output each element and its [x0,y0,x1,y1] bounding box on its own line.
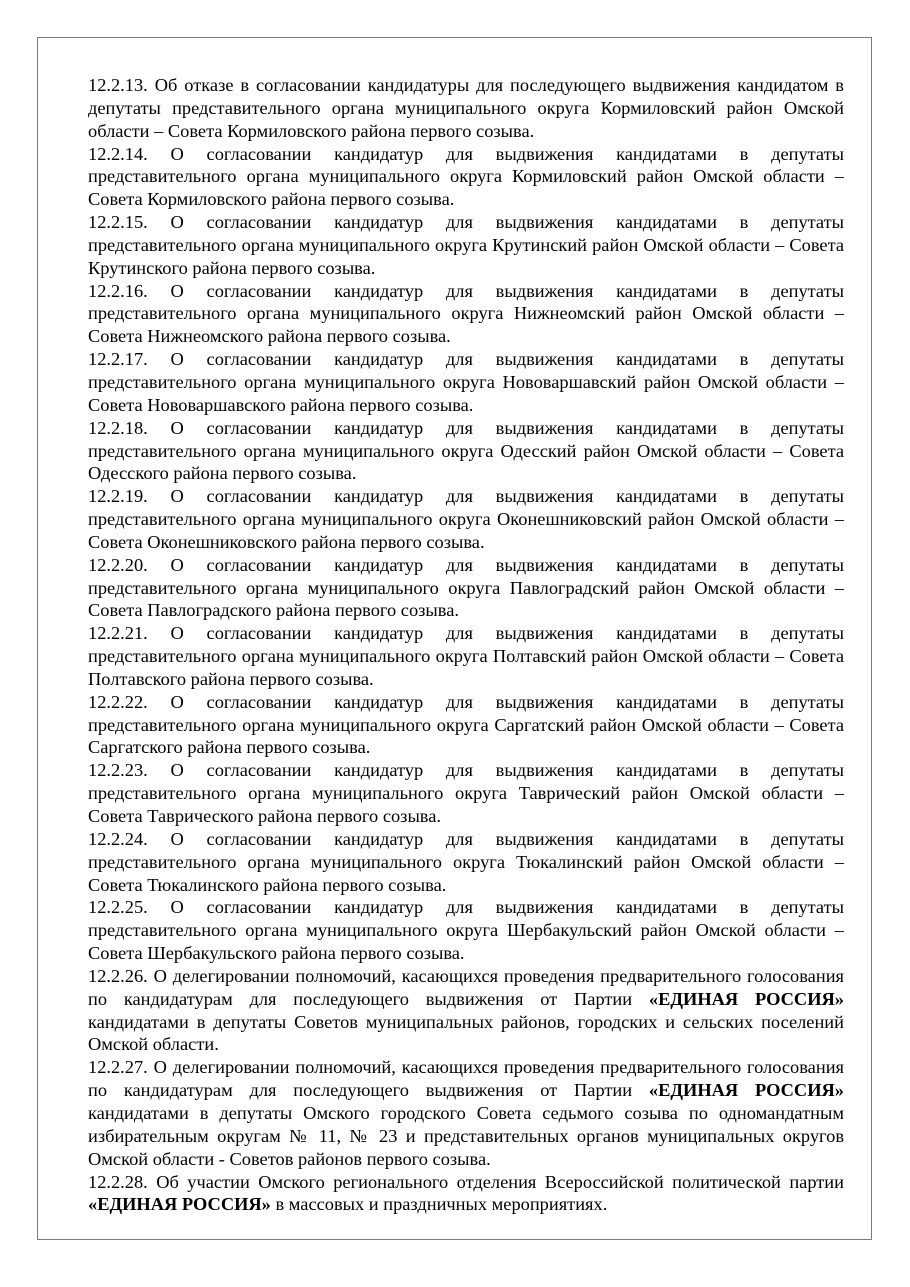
item-text: Об участии Омского регионального отделения Всероссийской политической партии [156,1171,844,1192]
item-number: 12.2.23. [88,760,148,781]
item-text: О делегировании полномочий, касающихся проведения предварительного голосования по кандидатурам для последующего выдвижения от Партии [88,965,844,1009]
item-text: кандидатами в депутаты Омского городского Совета седьмого созыва по одномандатным избирательным округам № 11, № 23 и представительных органов муниципальных округов Омской области - Советов районов первого созыва. [88,1102,844,1169]
item-text: О согласовании кандидатур для выдвижения кандидатами в депутаты представительного органа муниципального округа Полтавский район Омской области – Совета Полтавского района первого созыва. [88,623,844,689]
item-number: 12.2.20. [88,554,148,575]
agenda-item [88,691,844,760]
item-text: О согласовании кандидатур для выдвижения кандидатами в депутаты представительного органа муниципального округа Павлоградский район Омской области – Совета Павлоградского района первого созыва. [88,554,844,621]
agenda-item [88,1171,844,1217]
item-number: 12.2.21. [88,623,148,644]
item-text: О согласовании кандидатур для выдвижения кандидатами в депутаты представительного органа муниципального округа Таврический район Омской области – Совета Таврического района первого созыва. [88,760,844,826]
agenda-item [88,143,844,212]
item-number: 12.2.16. [88,280,148,301]
item-text: О согласовании кандидатур для выдвижения кандидатами в депутаты представительного органа муниципального округа Нижнеомский район Омской области – Совета Нижнеомского района первого созыва. [88,280,844,347]
agenda-item [88,622,844,691]
item-number: 12.2.26. [88,965,148,986]
item-text: О согласовании кандидатур для выдвижения кандидатами в депутаты представительного органа муниципального округа Саргатский район Омской области – Совета Саргатского района первого созыва. [88,691,844,758]
item-number: 12.2.22. [88,691,148,712]
item-text: О согласовании кандидатур для выдвижения кандидатами в депутаты представительного органа муниципального округа Одесский район Омской области – Совета Одесского района первого созыва. [88,417,844,484]
item-text: Об отказе в согласовании кандидатуры для последующего выдвижения кандидатом в депутаты представительного органа муниципального округа Кормиловский район Омской области – Совета Кормиловского района первого созыва. [88,75,844,141]
item-text: О согласовании кандидатур для выдвижения кандидатами в депутаты представительного органа муниципального округа Шербакульский район Омской области – Совета Шербакульского района первого созыва. [88,897,844,964]
item-number: 12.2.24. [88,828,148,849]
agenda-item [88,965,844,1056]
party-name: «ЕДИНАЯ РОССИЯ» [88,1194,271,1215]
agenda-item [88,896,844,965]
item-text: О согласовании кандидатур для выдвижения кандидатами в депутаты представительного органа муниципального округа Оконешниковский район Омской области – Совета Оконешниковского района первого созыва. [88,486,844,552]
agenda-item [88,348,844,417]
agenda-item [88,417,844,486]
item-text: кандидатами в депутаты Советов муниципальных районов, городских и сельских поселений Омской области. [88,1011,844,1055]
agenda-item [88,280,844,349]
item-number: 12.2.17. [88,349,148,370]
party-name: «ЕДИНАЯ РОССИЯ» [648,1080,844,1101]
item-text: О делегировании полномочий, касающихся проведения предварительного голосования по кандидатурам для последующего выдвижения от Партии [88,1057,844,1101]
item-number: 12.2.18. [88,417,148,438]
item-text: О согласовании кандидатур для выдвижения кандидатами в депутаты представительного органа муниципального округа Нововаршавский район Омской области – Совета Нововаршавского района первого созыва. [88,349,844,415]
agenda-item [88,74,844,143]
agenda-item [88,759,844,828]
item-number: 12.2.25. [88,897,148,918]
item-number: 12.2.27. [88,1057,148,1078]
item-number: 12.2.15. [88,212,148,233]
agenda-item [88,1056,844,1170]
agenda-item [88,485,844,554]
document-body [88,74,844,1216]
item-number: 12.2.13. [88,75,148,95]
agenda-item [88,828,844,897]
item-text: О согласовании кандидатур для выдвижения кандидатами в депутаты представительного органа муниципального округа Крутинский район Омской области – Совета Крутинского района первого созыва. [88,212,844,278]
agenda-item [88,211,844,280]
party-name: «ЕДИНАЯ РОССИЯ» [648,988,844,1009]
item-number: 12.2.14. [88,143,148,164]
item-text: О согласовании кандидатур для выдвижения кандидатами в депутаты представительного органа муниципального округа Тюкалинский район Омской области – Совета Тюкалинского района первого созыва. [88,828,844,895]
item-text: в массовых и праздничных мероприятиях. [270,1194,608,1215]
item-number: 12.2.19. [88,486,148,507]
agenda-item [88,554,844,623]
item-number: 12.2.28. [88,1171,148,1192]
item-text: О согласовании кандидатур для выдвижения кандидатами в депутаты представительного органа муниципального округа Кормиловский район Омской области – Совета Кормиловского района первого созыва. [88,143,844,210]
